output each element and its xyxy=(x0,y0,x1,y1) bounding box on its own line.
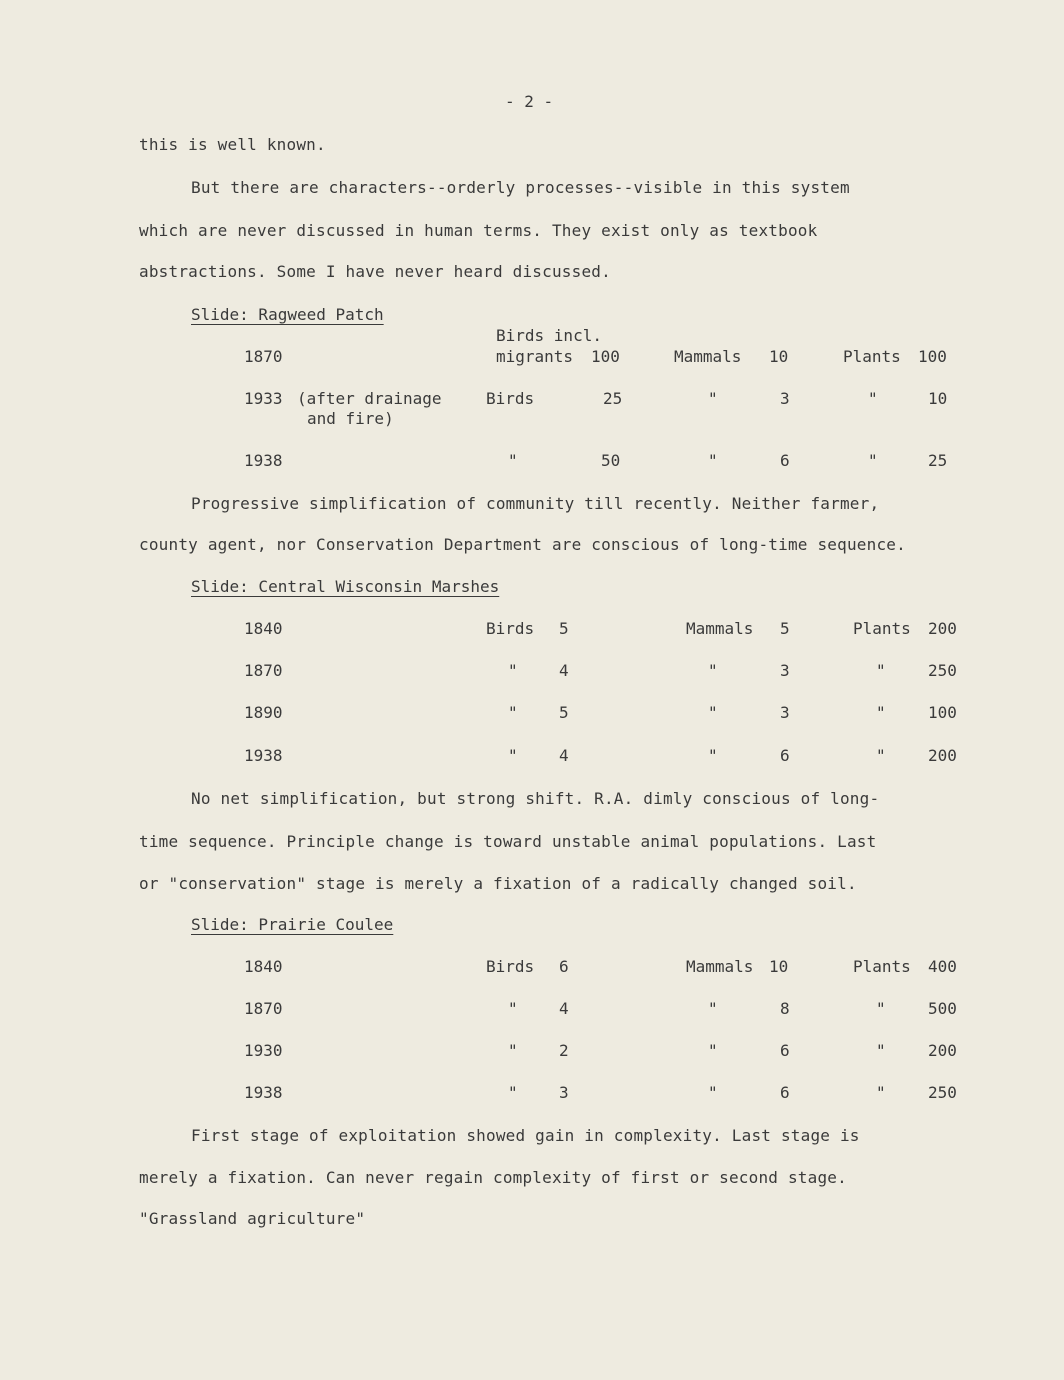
plants-label: Plants xyxy=(853,957,911,976)
ditto-mark: " xyxy=(876,1041,886,1060)
mammals-value: 8 xyxy=(780,999,790,1018)
ditto-mark: " xyxy=(508,746,518,765)
ditto-mark: " xyxy=(876,703,886,722)
ditto-mark: " xyxy=(708,661,718,680)
birds-label: Birds xyxy=(486,389,535,408)
mammals-value: 3 xyxy=(780,703,790,722)
paragraph-line: merely a fixation. Can never regain complexity of first or second stage. xyxy=(139,1168,847,1187)
mammals-value: 3 xyxy=(780,661,790,680)
slide-title-ragweed: Slide: Ragweed Patch xyxy=(191,305,384,324)
plants-value: 25 xyxy=(928,451,948,470)
birds-value: 50 xyxy=(601,451,621,470)
birds-value: 100 xyxy=(591,347,620,366)
mammals-value: 10 xyxy=(769,347,789,366)
ditto-mark: " xyxy=(508,999,518,1018)
mammals-value: 5 xyxy=(780,619,790,638)
page-number: - 2 - xyxy=(505,92,554,111)
plants-value: 100 xyxy=(918,347,947,366)
slide-title-marshes: Slide: Central Wisconsin Marshes xyxy=(191,577,500,596)
paragraph-line: abstractions. Some I have never heard discussed. xyxy=(139,262,611,281)
plants-value: 200 xyxy=(928,746,957,765)
paragraph-line: No net simplification, but strong shift. R.A. dimly conscious of long- xyxy=(191,789,880,808)
mammals-label: Mammals xyxy=(674,347,742,366)
plants-value: 400 xyxy=(928,957,957,976)
year-cell: 1840 xyxy=(244,957,283,976)
year-cell: 1933 xyxy=(244,389,283,408)
ditto-mark: " xyxy=(708,389,718,408)
ditto-mark: " xyxy=(508,451,518,470)
paragraph-line: time sequence. Principle change is toward unstable animal populations. Last xyxy=(139,832,877,851)
plants-value: 200 xyxy=(928,1041,957,1060)
birds-label: Birds incl. xyxy=(496,326,602,345)
year-cell: 1938 xyxy=(244,746,283,765)
ditto-mark: " xyxy=(708,999,718,1018)
mammals-value: 6 xyxy=(780,1041,790,1060)
ditto-mark: " xyxy=(708,746,718,765)
paragraph-line: Progressive simplification of community till recently. Neither farmer, xyxy=(191,494,880,513)
ditto-mark: " xyxy=(708,1083,718,1102)
year-cell: 1840 xyxy=(244,619,283,638)
year-note: (after drainage xyxy=(297,389,442,408)
birds-value: 25 xyxy=(603,389,623,408)
ditto-mark: " xyxy=(708,451,718,470)
ditto-mark: " xyxy=(508,703,518,722)
paragraph-line: But there are characters--orderly processes--visible in this system xyxy=(191,178,850,197)
ditto-mark: " xyxy=(708,703,718,722)
plants-value: 500 xyxy=(928,999,957,1018)
birds-value: 4 xyxy=(559,746,569,765)
birds-value: 4 xyxy=(559,999,569,1018)
year-cell: 1870 xyxy=(244,999,283,1018)
ditto-mark: " xyxy=(868,389,878,408)
year-note: and fire) xyxy=(307,409,394,428)
ditto-mark: " xyxy=(708,1041,718,1060)
plants-value: 250 xyxy=(928,1083,957,1102)
plants-value: 250 xyxy=(928,661,957,680)
ditto-mark: " xyxy=(868,451,878,470)
birds-value: 6 xyxy=(559,957,569,976)
mammals-label: Mammals xyxy=(686,957,754,976)
plants-value: 100 xyxy=(928,703,957,722)
birds-value: 4 xyxy=(559,661,569,680)
mammals-value: 6 xyxy=(780,1083,790,1102)
birds-label: migrants xyxy=(496,347,574,366)
paragraph-line: "Grassland agriculture" xyxy=(139,1209,366,1228)
plants-value: 200 xyxy=(928,619,957,638)
birds-value: 5 xyxy=(559,619,569,638)
ditto-mark: " xyxy=(876,999,886,1018)
plants-value: 10 xyxy=(928,389,948,408)
plants-label: Plants xyxy=(853,619,911,638)
year-cell: 1870 xyxy=(244,661,283,680)
mammals-value: 10 xyxy=(769,957,789,976)
birds-value: 5 xyxy=(559,703,569,722)
plants-label: Plants xyxy=(843,347,901,366)
ditto-mark: " xyxy=(508,1083,518,1102)
year-cell: 1938 xyxy=(244,451,283,470)
ditto-mark: " xyxy=(876,746,886,765)
mammals-value: 6 xyxy=(780,451,790,470)
birds-label: Birds xyxy=(486,957,535,976)
mammals-value: 6 xyxy=(780,746,790,765)
year-cell: 1870 xyxy=(244,347,283,366)
ditto-mark: " xyxy=(876,1083,886,1102)
year-cell: 1930 xyxy=(244,1041,283,1060)
mammals-label: Mammals xyxy=(686,619,754,638)
paragraph-line: or "conservation" stage is merely a fixation of a radically changed soil. xyxy=(139,874,857,893)
paragraph-line: First stage of exploitation showed gain in complexity. Last stage is xyxy=(191,1126,860,1145)
ditto-mark: " xyxy=(508,1041,518,1060)
birds-value: 2 xyxy=(559,1041,569,1060)
paragraph-line: this is well known. xyxy=(139,135,326,154)
birds-label: Birds xyxy=(486,619,535,638)
paragraph-line: which are never discussed in human terms. They exist only as textbook xyxy=(139,221,818,240)
ditto-mark: " xyxy=(876,661,886,680)
ditto-mark: " xyxy=(508,661,518,680)
year-cell: 1890 xyxy=(244,703,283,722)
birds-value: 3 xyxy=(559,1083,569,1102)
year-cell: 1938 xyxy=(244,1083,283,1102)
mammals-value: 3 xyxy=(780,389,790,408)
paragraph-line: county agent, nor Conservation Department are conscious of long-time sequence. xyxy=(139,535,906,554)
slide-title-coulee: Slide: Prairie Coulee xyxy=(191,915,394,934)
